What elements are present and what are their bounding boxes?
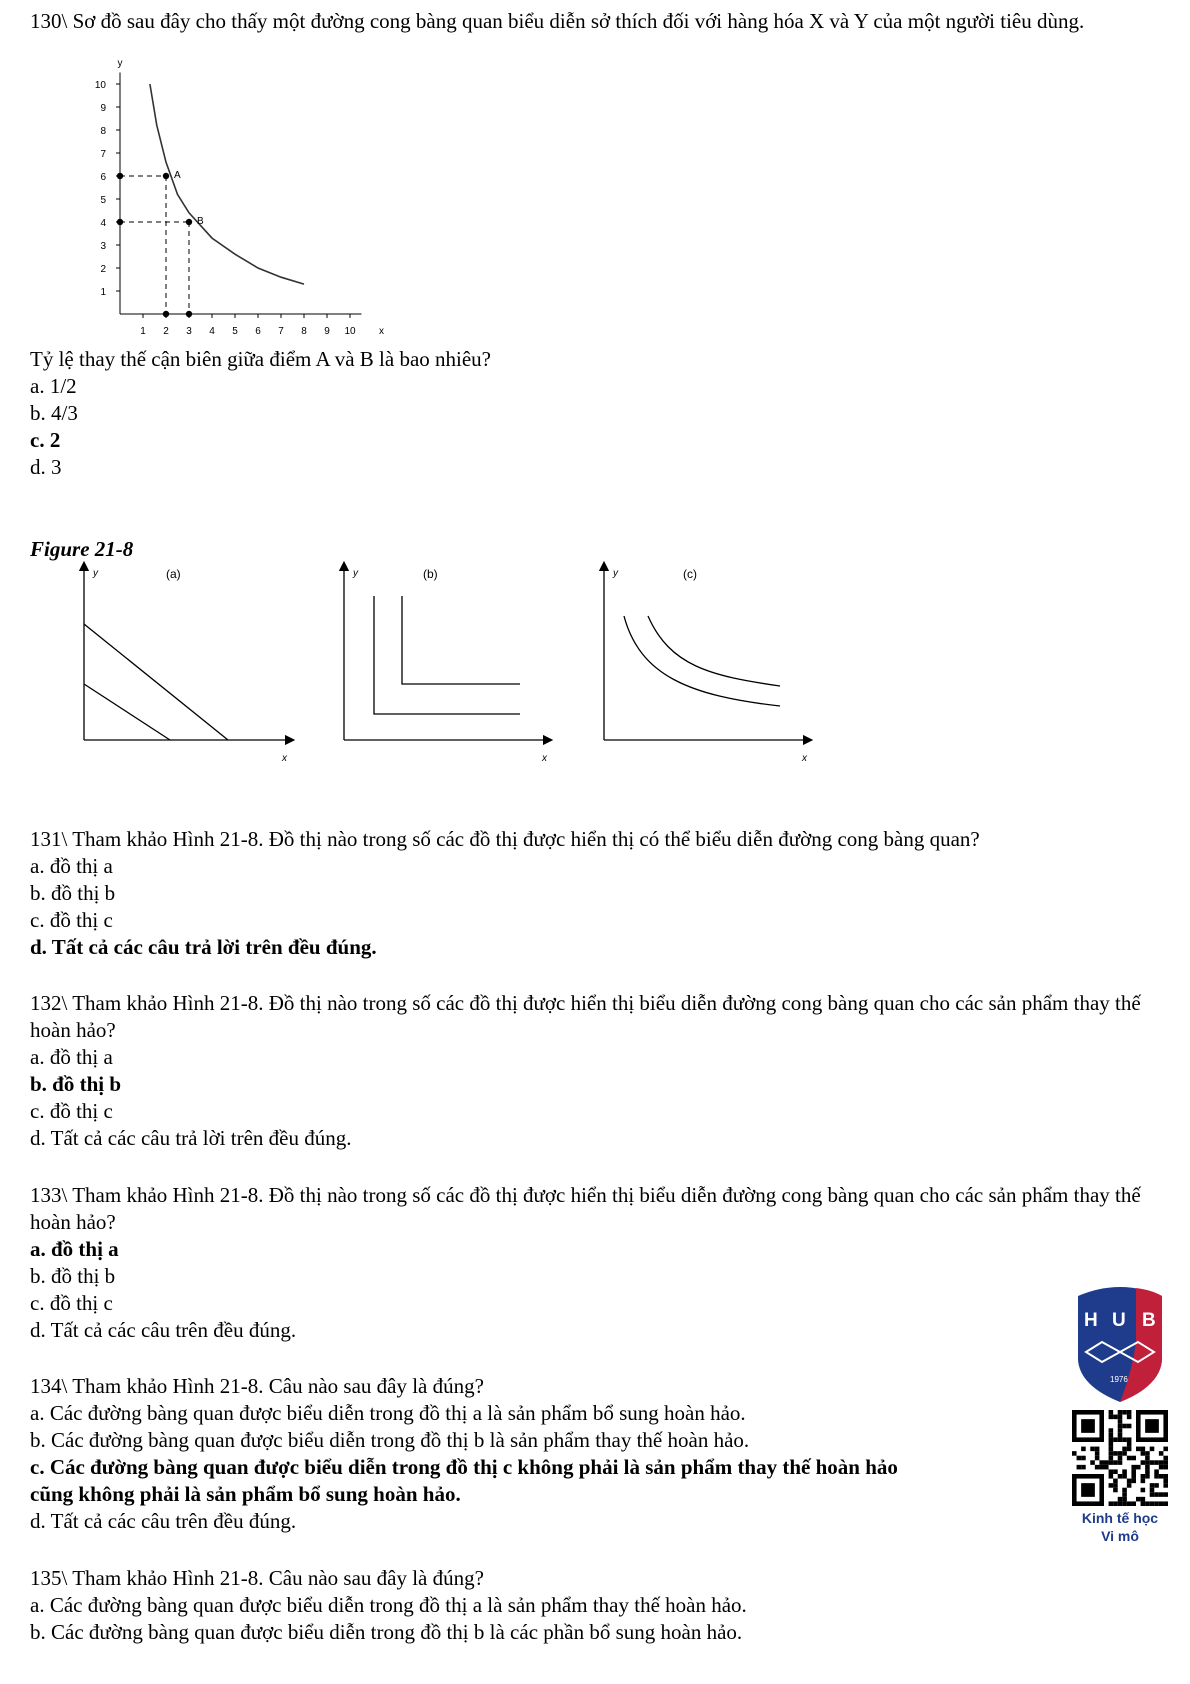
qr-module <box>1122 1497 1127 1502</box>
hub-logo <box>1072 1282 1168 1404</box>
q131-option-d: d. Tất cả các câu trả lời trên đều đúng. <box>30 935 377 959</box>
qr-module <box>1109 1460 1114 1465</box>
qr-module <box>1141 1474 1146 1479</box>
qr-module <box>1109 1469 1114 1474</box>
indifference-curve <box>150 84 304 284</box>
qr-module <box>1095 1456 1100 1461</box>
qr-module <box>1150 1492 1155 1497</box>
qr-module <box>1118 1410 1123 1415</box>
panel-c-label: (c) <box>683 567 697 581</box>
qr-module <box>1163 1492 1168 1497</box>
x-tick-label: 4 <box>209 326 215 337</box>
qr-module <box>1154 1483 1159 1488</box>
qr-module <box>1122 1469 1127 1474</box>
qr-finder-core <box>1081 1419 1095 1433</box>
qr-finder-core <box>1145 1419 1159 1433</box>
qr-module <box>1127 1501 1132 1506</box>
q133-option-c: c. đồ thị c <box>30 1291 113 1315</box>
qr-module <box>1150 1488 1155 1493</box>
qr-module <box>1141 1479 1146 1484</box>
qr-module <box>1081 1465 1086 1470</box>
qr-module <box>1122 1488 1127 1493</box>
logo-caption-1: Kinh tế học <box>1081 1510 1159 1526</box>
y-axis-label: y <box>117 58 123 69</box>
panel-a-line-2 <box>84 624 228 740</box>
q132-option-c: c. đồ thị c <box>30 1099 113 1123</box>
qr-module <box>1131 1456 1136 1461</box>
qr-module <box>1099 1460 1104 1465</box>
y-tick-label: 10 <box>94 80 106 91</box>
panel-b-y-label: y <box>353 568 358 579</box>
qr-module <box>1154 1474 1159 1479</box>
qr-module <box>1163 1501 1168 1506</box>
qr-module <box>1163 1479 1168 1484</box>
qr-module <box>1113 1483 1118 1488</box>
point-b <box>186 219 192 225</box>
y-tick-label: 6 <box>100 172 106 183</box>
qr-module <box>1077 1465 1082 1470</box>
x-tick-label: 2 <box>163 326 169 337</box>
qr-module <box>1122 1437 1127 1442</box>
q130-chart <box>80 56 390 346</box>
qr-module <box>1163 1456 1168 1461</box>
qr-module <box>1113 1479 1118 1484</box>
qr-module <box>1113 1488 1118 1493</box>
q132-option-a: a. đồ thị a <box>30 1045 113 1069</box>
qr-module <box>1109 1410 1114 1415</box>
qr-module <box>1118 1460 1123 1465</box>
qr-module <box>1109 1451 1114 1456</box>
q130-option-b: b. 4/3 <box>30 401 78 425</box>
q135-option-a: a. Các đường bàng quan được biểu diễn trong đồ thị a là sản phẩm thay thế hoàn hảo. <box>30 1593 747 1617</box>
qr-module <box>1141 1488 1146 1493</box>
qr-module <box>1145 1456 1150 1461</box>
q133-option-d: d. Tất cả các câu trên đều đúng. <box>30 1318 297 1342</box>
qr-module <box>1150 1460 1155 1465</box>
x-tick-label: 3 <box>186 326 192 337</box>
panel-c <box>604 566 808 764</box>
y-tick-label: 4 <box>100 218 106 229</box>
qr-module <box>1113 1415 1118 1420</box>
qr-module <box>1127 1483 1132 1488</box>
panel-a-label: (a) <box>166 567 181 581</box>
qr-module <box>1127 1410 1132 1415</box>
y-tick-label: 7 <box>100 149 106 160</box>
qr-module <box>1099 1465 1104 1470</box>
panel-a-y-label: y <box>93 568 98 579</box>
y-tick-label: 3 <box>100 241 106 252</box>
panel-c-y-label: y <box>613 568 618 579</box>
qr-module <box>1113 1460 1118 1465</box>
qr-module <box>1163 1474 1168 1479</box>
x-tick-label: 8 <box>301 326 307 337</box>
qr-module <box>1131 1469 1136 1474</box>
qr-module <box>1127 1437 1132 1442</box>
panel-c-curve-1 <box>624 616 780 706</box>
qr-module <box>1118 1428 1123 1433</box>
qr-module <box>1104 1460 1109 1465</box>
qr-module <box>1095 1465 1100 1470</box>
q132-stem: 132\ Tham khảo Hình 21-8. Đồ thị nào trong số các đồ thị được hiển thị biểu diễn đường cong bàng quan cho các sản phẩm thay thế hoàn hảo? <box>30 991 1141 1042</box>
qr-module <box>1118 1451 1123 1456</box>
logo-letter-b: B <box>1142 1310 1156 1331</box>
qr-module <box>1122 1424 1127 1429</box>
qr-module <box>1145 1469 1150 1474</box>
qr-module <box>1122 1410 1127 1415</box>
qr-module <box>1136 1465 1141 1470</box>
q130-option-d: d. 3 <box>30 455 62 479</box>
qr-module <box>1136 1447 1141 1452</box>
y-marker <box>117 173 123 179</box>
logo-letter-h: H <box>1084 1310 1098 1331</box>
q134-option-b: b. Các đường bàng quan được biểu diễn trong đồ thị b là sản phẩm thay thế hoàn hảo. <box>30 1428 750 1452</box>
qr-module <box>1154 1469 1159 1474</box>
q130-stem: 130\ Sơ đồ sau đây cho thấy một đường cong bàng quan biểu diễn sở thích đối với hàng hóa X và Y của một người tiêu dùng. <box>30 9 1085 33</box>
x-axis-label: x <box>379 326 384 337</box>
qr-module <box>1122 1492 1127 1497</box>
panel-a-line-1 <box>84 684 170 740</box>
qr-module <box>1118 1424 1123 1429</box>
qr-module <box>1159 1465 1164 1470</box>
qr-module <box>1127 1415 1132 1420</box>
qr-module <box>1131 1465 1136 1470</box>
qr-module <box>1127 1442 1132 1447</box>
q130-option-a: a. 1/2 <box>30 374 77 398</box>
qr-module <box>1118 1415 1123 1420</box>
x-marker <box>186 311 192 317</box>
panel-a-x-label: x <box>282 753 287 764</box>
qr-module <box>1109 1442 1114 1447</box>
qr-module <box>1127 1447 1132 1452</box>
logo-letter-u: U <box>1112 1310 1126 1331</box>
qr-module <box>1145 1474 1150 1479</box>
qr-module <box>1109 1483 1114 1488</box>
q131-option-b: b. đồ thị b <box>30 881 116 905</box>
qr-module <box>1127 1456 1132 1461</box>
qr-module <box>1150 1483 1155 1488</box>
qr-module <box>1159 1460 1164 1465</box>
qr-module <box>1109 1415 1114 1420</box>
qr-module <box>1131 1479 1136 1484</box>
qr-module <box>1145 1451 1150 1456</box>
q131-option-c: c. đồ thị c <box>30 908 113 932</box>
qr-module <box>1163 1465 1168 1470</box>
q130-option-c: c. 2 <box>30 428 61 452</box>
panel-c-x-label: x <box>802 753 807 764</box>
x-tick-label: 1 <box>140 326 146 337</box>
q130-question: Tỷ lệ thay thế cận biên giữa điểm A và B là bao nhiêu? <box>30 347 491 371</box>
qr-module <box>1131 1501 1136 1506</box>
qr-module <box>1141 1497 1146 1502</box>
qr-module <box>1141 1451 1146 1456</box>
y-tick-label: 5 <box>100 195 106 206</box>
qr-module <box>1109 1437 1114 1442</box>
qr-finder-core <box>1081 1483 1095 1497</box>
qr-module <box>1077 1456 1082 1461</box>
qr-module <box>1163 1447 1168 1452</box>
qr-module <box>1109 1433 1114 1438</box>
qr-module <box>1081 1456 1086 1461</box>
qr-module <box>1113 1451 1118 1456</box>
point-label: B <box>197 216 204 227</box>
q132-option-d: d. Tất cả các câu trả lời trên đều đúng. <box>30 1126 352 1150</box>
qr-module <box>1127 1479 1132 1484</box>
qr-module <box>1154 1492 1159 1497</box>
qr-module <box>1159 1492 1164 1497</box>
qr-module <box>1113 1437 1118 1442</box>
q135-stem: 135\ Tham khảo Hình 21-8. Câu nào sau đây là đúng? <box>30 1566 484 1590</box>
y-tick-label: 9 <box>100 103 106 114</box>
qr-module <box>1159 1501 1164 1506</box>
qr-module <box>1104 1465 1109 1470</box>
qr-module <box>1118 1437 1123 1442</box>
qr-module <box>1095 1451 1100 1456</box>
q135-option-b: b. Các đường bàng quan được biểu diễn trong đồ thị b là các phần bổ sung hoàn hảo. <box>30 1620 743 1644</box>
qr-module <box>1131 1474 1136 1479</box>
q134-option-d: d. Tất cả các câu trên đều đúng. <box>30 1509 297 1533</box>
logo-caption-2: Vi mô <box>1101 1528 1139 1544</box>
y-marker <box>117 219 123 225</box>
y-tick-label: 8 <box>100 126 106 137</box>
panel-b-l-curve-1 <box>374 596 520 714</box>
qr-module <box>1109 1474 1114 1479</box>
qr-module <box>1090 1460 1095 1465</box>
qr-module <box>1145 1465 1150 1470</box>
qr-module <box>1141 1447 1146 1452</box>
point-a <box>163 173 169 179</box>
qr-module <box>1163 1483 1168 1488</box>
qr-module <box>1095 1447 1100 1452</box>
x-tick-label: 5 <box>232 326 238 337</box>
x-tick-label: 10 <box>344 326 356 337</box>
panel-b-label: (b) <box>423 567 438 581</box>
qr-module <box>1163 1460 1168 1465</box>
qr-module <box>1118 1419 1123 1424</box>
q134-option-c: c. Các đường bàng quan được biểu diễn trong đồ thị c không phải là sản phẩm thay thế hoàn hảo <box>30 1455 898 1479</box>
qr-module <box>1113 1469 1118 1474</box>
qr-module <box>1159 1474 1164 1479</box>
qr-module <box>1090 1447 1095 1452</box>
qr-module <box>1118 1497 1123 1502</box>
x-marker <box>163 311 169 317</box>
qr-module <box>1122 1451 1127 1456</box>
qr-module <box>1118 1501 1123 1506</box>
x-tick-label: 6 <box>255 326 261 337</box>
qr-module <box>1072 1451 1077 1456</box>
q134-option-a: a. Các đường bàng quan được biểu diễn trong đồ thị a là sản phẩm bổ sung hoàn hảo. <box>30 1401 746 1425</box>
panel-a <box>84 566 290 764</box>
q132-option-b: b. đồ thị b <box>30 1072 122 1096</box>
q133-option-b: b. đồ thị b <box>30 1264 116 1288</box>
qr-module <box>1122 1447 1127 1452</box>
figure-title: Figure 21-8 <box>30 537 134 561</box>
x-tick-label: 7 <box>278 326 284 337</box>
qr-module <box>1081 1447 1086 1452</box>
qr-module <box>1150 1447 1155 1452</box>
q133-stem: 133\ Tham khảo Hình 21-8. Đồ thị nào trong số các đồ thị được hiển thị biểu diễn đường cong bàng quan cho các sản phẩm thay thế hoàn hảo? <box>30 1183 1141 1234</box>
qr-code-icon <box>1072 1410 1168 1506</box>
y-tick-label: 2 <box>100 264 106 275</box>
q134-option-c-cont: cũng không phải là sản phẩm bổ sung hoàn hảo. <box>30 1482 461 1506</box>
q131-stem: 131\ Tham khảo Hình 21-8. Đồ thị nào trong số các đồ thị được hiển thị có thể biểu diễn đường cong bàng quan? <box>30 827 980 851</box>
figure-21-8 <box>0 556 1190 796</box>
x-tick-label: 9 <box>324 326 330 337</box>
qr-module <box>1122 1501 1127 1506</box>
qr-module <box>1118 1433 1123 1438</box>
qr-module <box>1136 1497 1141 1502</box>
qr-module <box>1141 1460 1146 1465</box>
qr-module <box>1154 1501 1159 1506</box>
qr-module <box>1154 1460 1159 1465</box>
qr-module <box>1109 1501 1114 1506</box>
qr-module <box>1118 1474 1123 1479</box>
qr-module <box>1145 1501 1150 1506</box>
qr-module <box>1127 1424 1132 1429</box>
panel-b-l-curve-2 <box>402 596 520 684</box>
qr-module <box>1118 1456 1123 1461</box>
point-label: A <box>174 170 181 181</box>
q131-option-a: a. đồ thị a <box>30 854 113 878</box>
q134-stem: 134\ Tham khảo Hình 21-8. Câu nào sau đây là đúng? <box>30 1374 484 1398</box>
logo-year: 1976 <box>1110 1375 1128 1384</box>
q133-option-a: a. đồ thị a <box>30 1237 119 1261</box>
qr-module <box>1145 1460 1150 1465</box>
qr-module <box>1159 1451 1164 1456</box>
qr-module <box>1109 1428 1114 1433</box>
panel-b <box>344 566 548 764</box>
qr-module <box>1150 1501 1155 1506</box>
panel-b-x-label: x <box>542 753 547 764</box>
qr-module <box>1109 1447 1114 1452</box>
qr-module <box>1122 1474 1127 1479</box>
y-tick-label: 1 <box>100 287 106 298</box>
qr-module <box>1141 1501 1146 1506</box>
qr-module <box>1109 1456 1114 1461</box>
qr-module <box>1113 1501 1118 1506</box>
